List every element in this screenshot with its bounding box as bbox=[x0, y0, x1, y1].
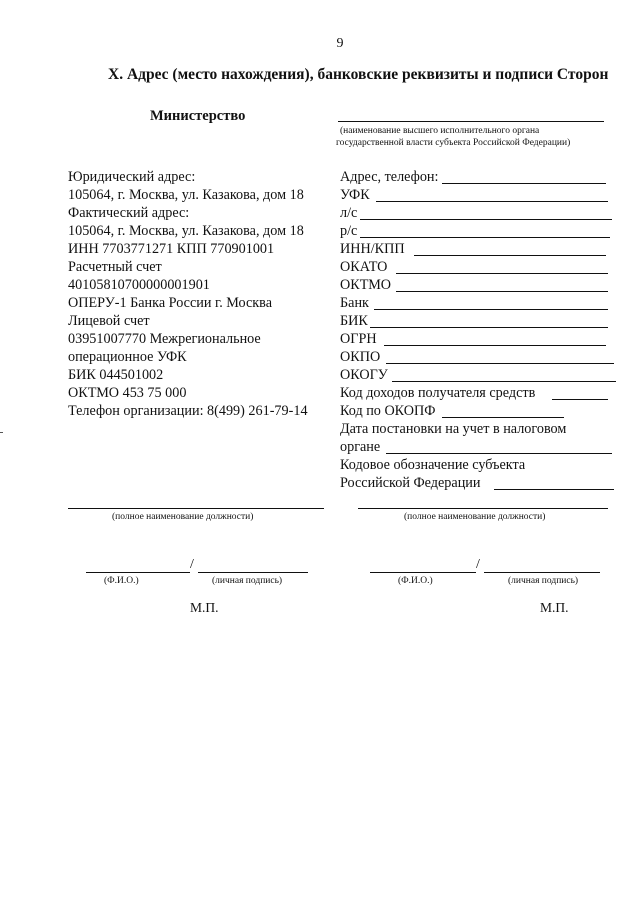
field-label: БИК bbox=[340, 313, 368, 329]
right-position-line bbox=[358, 508, 608, 509]
left-position-caption: (полное наименование должности) bbox=[112, 512, 254, 522]
field-blank-line bbox=[386, 453, 612, 454]
field-label: УФК bbox=[340, 187, 370, 203]
form-field-bank[interactable] bbox=[340, 294, 566, 312]
field-blank-line bbox=[396, 291, 608, 292]
left-fio-line bbox=[86, 572, 190, 573]
requisite-line: 03951007770 Межрегиональное bbox=[68, 331, 261, 347]
form-field-income-code[interactable] bbox=[340, 384, 566, 402]
requisite-line: ОПЕРУ-1 Банка России г. Москва bbox=[68, 295, 272, 311]
form-field-tax-registration-date bbox=[340, 420, 566, 438]
form-field-tax-authority[interactable] bbox=[340, 438, 566, 456]
form-field-okogu[interactable] bbox=[340, 366, 566, 384]
field-blank-line bbox=[384, 345, 606, 346]
authority-caption-1: (наименование высшего исполнительного органа bbox=[340, 126, 540, 136]
field-label: органе bbox=[340, 439, 381, 455]
field-blank-line bbox=[392, 381, 616, 382]
requisite-line: Лицевой счет bbox=[68, 313, 150, 329]
right-signature-slash: / bbox=[476, 557, 480, 572]
requisite-line: Фактический адрес: bbox=[68, 205, 190, 221]
right-fio-caption: (Ф.И.О.) bbox=[398, 576, 433, 586]
ministry-label: Министерство bbox=[150, 108, 246, 124]
form-field-ogrn[interactable] bbox=[340, 330, 566, 348]
form-field-subject-code-label bbox=[340, 456, 566, 474]
requisite-line: 40105810700000001901 bbox=[68, 277, 210, 293]
subject-requisites-form bbox=[340, 168, 566, 492]
form-field-ls[interactable] bbox=[340, 204, 566, 222]
field-blank-line bbox=[442, 417, 564, 418]
field-label: ОКТМО bbox=[340, 277, 392, 293]
left-signature-line bbox=[198, 572, 308, 573]
scan-margin-mark bbox=[0, 432, 3, 433]
section-title: X. Адрес (место нахождения), банковские реквизиты и подписи Сторон bbox=[108, 66, 609, 83]
right-stamp-place: М.П. bbox=[540, 600, 569, 615]
field-label: ОКАТО bbox=[340, 259, 388, 275]
field-label: Дата постановки на учет в налоговом bbox=[340, 421, 567, 437]
authority-name-line bbox=[338, 121, 604, 122]
field-label: Банк bbox=[340, 295, 369, 311]
form-field-okato[interactable] bbox=[340, 258, 566, 276]
requisite-line: 105064, г. Москва, ул. Казакова, дом 18 bbox=[68, 223, 304, 239]
field-blank-line bbox=[370, 327, 608, 328]
form-field-rs[interactable] bbox=[340, 222, 566, 240]
form-field-okpo[interactable] bbox=[340, 348, 566, 366]
form-field-oktmo[interactable] bbox=[340, 276, 566, 294]
right-sign-caption: (личная подпись) bbox=[508, 576, 579, 586]
left-position-line bbox=[68, 508, 324, 509]
field-blank-line bbox=[552, 399, 608, 400]
field-blank-line bbox=[396, 273, 608, 274]
field-label: р/с bbox=[340, 223, 358, 239]
left-signature-slash: / bbox=[190, 557, 194, 572]
field-label: Код доходов получателя средств bbox=[340, 385, 536, 401]
form-field-subject-code[interactable] bbox=[340, 474, 566, 492]
requisite-line: Юридический адрес: bbox=[68, 169, 196, 185]
form-field-inn-kpp[interactable] bbox=[340, 240, 566, 258]
left-fio-caption: (Ф.И.О.) bbox=[104, 576, 139, 586]
form-field-ufk[interactable] bbox=[340, 186, 566, 204]
field-label: ОКОГУ bbox=[340, 367, 388, 383]
field-label: л/с bbox=[340, 205, 358, 221]
field-label: Кодовое обозначение субъекта bbox=[340, 457, 526, 473]
field-blank-line bbox=[360, 219, 612, 220]
field-blank-line bbox=[414, 255, 606, 256]
field-label: Код по ОКОПФ bbox=[340, 403, 436, 419]
field-blank-line bbox=[360, 237, 610, 238]
requisite-line: Расчетный счет bbox=[68, 259, 162, 275]
field-blank-line bbox=[494, 489, 614, 490]
field-label: Российской Федерации bbox=[340, 475, 481, 491]
field-label: ОКПО bbox=[340, 349, 381, 365]
right-fio-line bbox=[370, 572, 476, 573]
requisite-line: БИК 044501002 bbox=[68, 367, 164, 383]
requisite-line: операционное УФК bbox=[68, 349, 187, 365]
authority-caption-2: государственной власти субъекта Российской Федерации) bbox=[336, 138, 571, 148]
form-field-address[interactable] bbox=[340, 168, 566, 186]
field-blank-line bbox=[376, 201, 608, 202]
page-number: 9 bbox=[336, 36, 344, 51]
field-blank-line bbox=[442, 183, 606, 184]
field-label: Адрес, телефон: bbox=[340, 169, 439, 185]
left-stamp-place: М.П. bbox=[190, 600, 219, 615]
left-sign-caption: (личная подпись) bbox=[212, 576, 283, 586]
right-signature-line bbox=[484, 572, 600, 573]
right-position-caption: (полное наименование должности) bbox=[404, 512, 546, 522]
field-blank-line bbox=[386, 363, 614, 364]
form-field-bik[interactable] bbox=[340, 312, 566, 330]
requisite-line: ИНН 7703771271 КПП 770901001 bbox=[68, 241, 275, 257]
requisite-line: ОКТМО 453 75 000 bbox=[68, 385, 187, 401]
form-field-okopf[interactable] bbox=[340, 402, 566, 420]
field-blank-line bbox=[374, 309, 608, 310]
requisite-line: Телефон организации: 8(499) 261-79-14 bbox=[68, 403, 308, 419]
field-label: ИНН/КПП bbox=[340, 241, 405, 257]
field-label: ОГРН bbox=[340, 331, 377, 347]
requisite-line: 105064, г. Москва, ул. Казакова, дом 18 bbox=[68, 187, 304, 203]
ministry-requisites bbox=[68, 168, 308, 420]
